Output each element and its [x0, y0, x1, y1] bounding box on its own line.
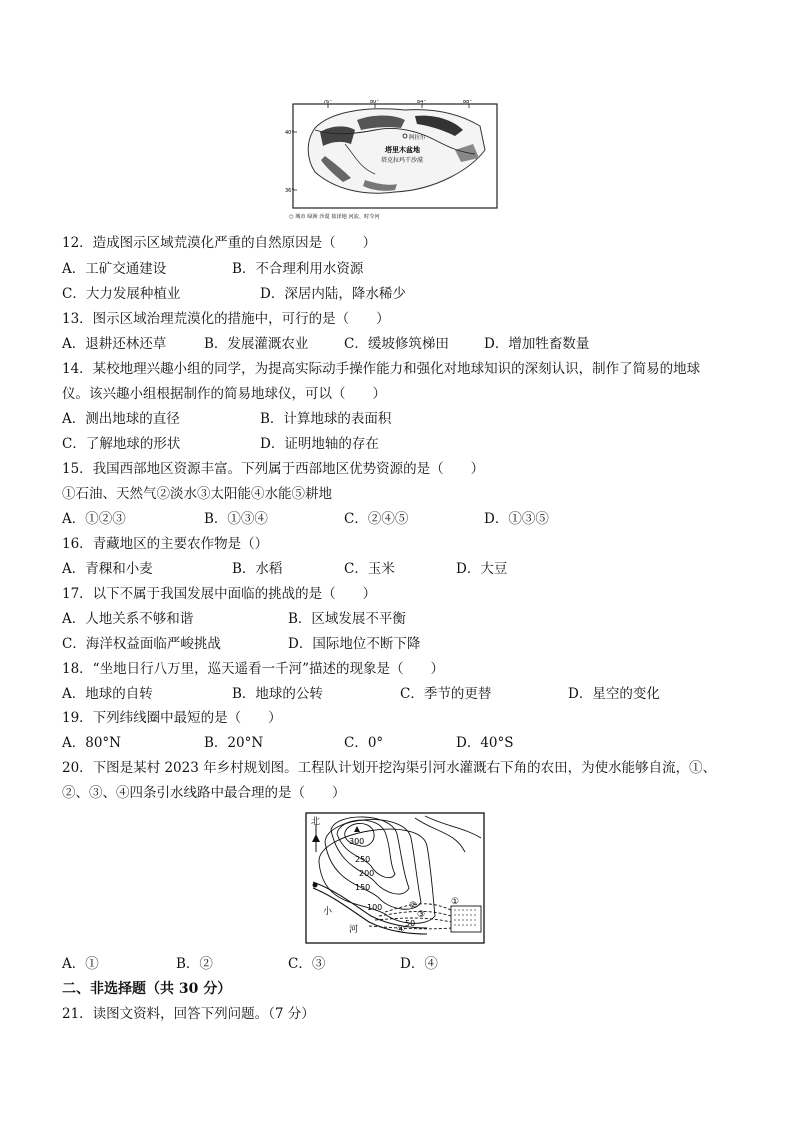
contour-250-label: 250	[355, 855, 371, 864]
q14-option-b[interactable]: B．计算地球的表面积	[260, 411, 392, 427]
q17-option-d[interactable]: D．国际地位不断下降	[288, 636, 421, 652]
q12-option-c[interactable]: C．大力发展种植业	[62, 286, 181, 302]
q20-option-d[interactable]: D．④	[400, 956, 438, 972]
q16-option-a[interactable]: A．青稞和小麦	[62, 561, 153, 577]
q13-option-a[interactable]: A．退耕还林还草	[62, 336, 167, 352]
q15-option-b[interactable]: B．①③④	[204, 511, 268, 527]
route-1-label: ①	[451, 897, 460, 907]
section-2-title: 二、非选择题（共 30 分）	[62, 981, 232, 997]
city-label: 阿拉尔	[409, 135, 426, 141]
q18-option-a[interactable]: A．地球的自转	[62, 686, 153, 702]
q14-stem-line2: 仪。该兴趣小组根据制作的简易地球仪，可以（ ）	[62, 386, 386, 402]
q12-stem: 12．造成图示区域荒漠化严重的自然原因是（ ）	[62, 235, 377, 251]
q18-option-d[interactable]: D．星空的变化	[568, 686, 660, 702]
river-label-1: 小	[323, 907, 333, 917]
q19-option-c[interactable]: C．0°	[344, 735, 384, 751]
q14-stem-line1: 14．某校地理兴趣小组的同学，为提高实际动手操作能力和强化对地球知识的深刻认识，制作了简易的地球	[62, 361, 701, 377]
q19-option-b[interactable]: B．20°N	[204, 735, 264, 751]
q13-stem: 13．图示区域治理荒漠化的措施中，可行的是（ ）	[62, 311, 390, 327]
river-label-2: 河	[349, 925, 359, 935]
q19-option-d[interactable]: D．40°S	[456, 735, 514, 751]
q13-option-b[interactable]: B．发展灌溉农业	[204, 336, 309, 352]
q20-option-b[interactable]: B．②	[176, 956, 213, 972]
q13-option-c[interactable]: C．缓坡修筑梯田	[344, 336, 449, 352]
q18-stem: 18．“坐地日行八万里，巡天遥看一千河”描述的现象是（ ）	[62, 661, 444, 677]
q17-option-a[interactable]: A．人地关系不够和谐	[62, 611, 194, 627]
q14-option-c[interactable]: C．了解地球的形状	[62, 436, 181, 452]
q20-option-a[interactable]: A．①	[62, 956, 99, 972]
q19-option-a[interactable]: A．80°N	[62, 735, 121, 751]
q15-sub-items: ①石油、天然气②淡水③太阳能④水能⑤耕地	[62, 486, 332, 502]
desert-label: 塔克拉玛干沙漠	[381, 157, 424, 164]
map-legend: ○ 城市 绿洲 沙漠 盐泽地 河流、时令河	[289, 214, 380, 220]
q16-stem: 16．青藏地区的主要农作物是（）	[62, 536, 269, 552]
tarim-map-svg	[285, 100, 500, 222]
basin-label: 塔里木盆地	[385, 146, 420, 154]
q14-option-a[interactable]: A．测出地球的直径	[62, 411, 180, 427]
q16-option-d[interactable]: D．大豆	[456, 561, 508, 577]
contour-150-label: 150	[355, 883, 371, 892]
q17-option-b[interactable]: B．区域发展不平衡	[288, 611, 406, 627]
q12-option-d[interactable]: D．深居内陆，降水稀少	[260, 286, 406, 302]
q16-option-b[interactable]: B．水稻	[232, 561, 283, 577]
q15-option-d[interactable]: D．①③⑤	[484, 511, 549, 527]
q20-stem-line2: ②、③、④四条引水线路中最合理的是（ ）	[62, 785, 346, 801]
q15-option-c[interactable]: C．②④⑤	[344, 511, 409, 527]
q12-option-b[interactable]: B．不合理利用水资源	[232, 261, 364, 277]
contour-300-label: 300	[349, 837, 365, 846]
lon-80-label: 80°	[370, 100, 379, 105]
q19-stem: 19．下列纬线圈中最短的是（ ）	[62, 710, 282, 726]
route-2-label: ②	[409, 901, 418, 911]
lon-84-label: 84°	[417, 100, 426, 105]
q14-option-d[interactable]: D．证明地轴的存在	[260, 436, 379, 452]
tarim-basin-map	[285, 100, 500, 222]
q17-stem: 17．以下不属于我国发展中面临的挑战的是（ ）	[62, 586, 377, 602]
contour-map	[305, 812, 485, 944]
lat-40-label: 40°	[285, 130, 294, 136]
q15-stem: 15．我国西部地区资源丰富。下列属于西部地区优势资源的是（ ）	[62, 461, 485, 477]
q18-option-c[interactable]: C．季节的更替	[400, 686, 492, 702]
q15-option-a[interactable]: A．①②③	[62, 511, 126, 527]
route-3-label: ③	[417, 910, 426, 920]
q12-option-a[interactable]: A．工矿交通建设	[62, 261, 167, 277]
q21-stem: 21．读图文资料，回答下列问题。（7 分）	[62, 1006, 315, 1022]
q16-option-c[interactable]: C．玉米	[344, 561, 395, 577]
contour-map-svg	[305, 812, 485, 944]
q17-option-c[interactable]: C．海洋权益面临严峻挑战	[62, 636, 221, 652]
q20-option-c[interactable]: C．③	[288, 956, 326, 972]
q20-stem-line1: 20．下图是某村 2023 年乡村规划图。工程队计划开挖沟渠引河水灌溉右下角的农田，为使水能够自流，①、	[62, 760, 717, 776]
q18-option-b[interactable]: B．地球的公转	[232, 686, 323, 702]
route-4-label: ④	[397, 925, 406, 935]
lat-36-label: 36°	[285, 188, 294, 194]
contour-50-label: 50	[405, 919, 416, 928]
contour-100-label: 100	[367, 903, 383, 912]
contour-200-label: 200	[359, 869, 375, 878]
q13-option-d[interactable]: D．增加牲畜数量	[484, 336, 590, 352]
north-label: 北	[311, 817, 321, 827]
lon-76-label: 76°	[323, 100, 332, 105]
lon-88-label: 88°	[463, 100, 472, 105]
